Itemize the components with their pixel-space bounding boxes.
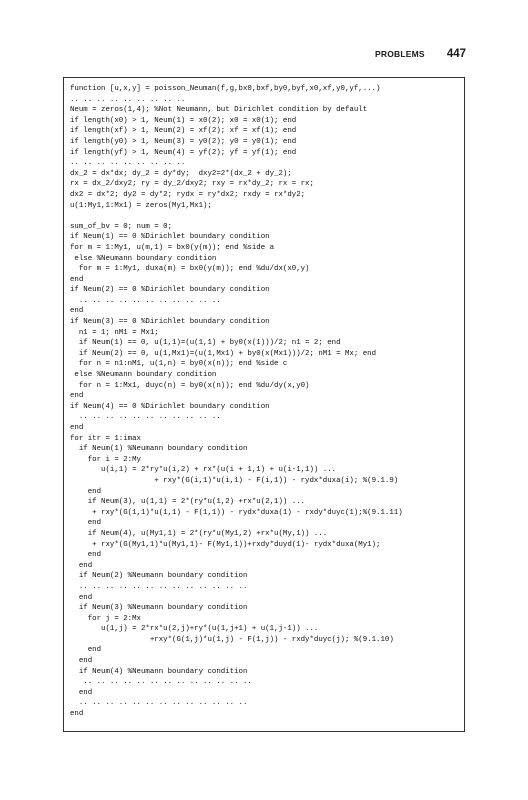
code-line: end: [70, 688, 93, 697]
code-line: if Neum(3), u(1,1) = 2*(ry*u(1,2) +rx*u(2,1)) ...: [70, 498, 306, 507]
code-line: for i = 2:My: [70, 455, 141, 464]
code-listing: [70, 84, 458, 720]
code-line: if Neum(2) == 0, u(1,Mx1)=(u(1,Mx1) + by0(x(Mx1)))/2; nM1 = Mx; end: [70, 349, 377, 358]
code-line: u(1:My1,1:Mx1) = zeros(My1,Mx1);: [70, 201, 212, 210]
code-line: end: [70, 593, 93, 602]
code-line: if length(x0) > 1, Neum(1) = x0(2); x0 = x0(1); end: [70, 116, 297, 125]
code-line: if Neum(1) == 0 %Dirichlet boundary condition: [70, 233, 270, 242]
code-line: for n = n1:nM1, u(1,n) = by0(x(n)); end %side c: [70, 360, 288, 369]
code-line: dx2 = dx*2; dy2 = dy*2; rydx = ry*dx2; rxdy = rx*dy2;: [70, 190, 306, 199]
code-line: if Neum(4) %Neumann boundary condition: [70, 667, 248, 676]
code-line: for m = 1:My1, duxa(m) = bx0(y(m)); end %du/dx(x0,y): [70, 265, 310, 274]
code-line: if length(yf) > 1, Neum(4) = yf(2); yf = yf(1); end: [70, 148, 297, 157]
code-line: if Neum(2) == 0 %Dirichlet boundary condition: [70, 286, 270, 295]
code-line: .. .. .. .. .. .. .. .. ..: [70, 159, 186, 168]
code-line: end: [70, 487, 102, 496]
code-line: end: [70, 561, 93, 570]
code-line: .. .. .. .. .. .. .. .. ..: [70, 95, 186, 104]
code-line: end: [70, 307, 84, 316]
code-line: Neum = zeros(1,4); %Not Neumann, but Dirichlet condition by default: [70, 106, 368, 115]
code-line: if Neum(3) %Neumann boundary condition: [70, 604, 248, 613]
code-line: end: [70, 551, 102, 560]
code-line: .. .. .. .. .. .. .. .. .. .. .. .. ..: [70, 699, 248, 708]
code-line: if Neum(1) == 0, u(1,1)=(u(1,1) + by0(x(1)))/2; n1 = 2; end: [70, 339, 341, 348]
code-line: else %Neumann boundary condition: [70, 254, 217, 263]
code-line: else %Neumann boundary condition: [70, 371, 217, 380]
code-line: .. .. .. .. .. .. .. .. .. .. ..: [70, 296, 221, 305]
code-line: [70, 211, 458, 222]
code-line: u(i,1) = 2*ry*u(i,2) + rx*(u(i + 1,1) + u(i-1,1)) ...: [70, 466, 337, 475]
code-line: end: [70, 710, 84, 719]
code-listing-box: [63, 77, 465, 732]
page-header: [375, 48, 466, 60]
code-line: + rxy*(G(1,1)*u(1,1) - F(1,1)) - rydx*duxa(1) - rxdy*duyc(1);%(9.1.11): [70, 508, 403, 517]
code-line: end: [70, 275, 84, 284]
code-line: function [u,x,y] = poisson_Neuman(f,g,bx0,bxf,by0,byf,x0,xf,y0,yf,...): [70, 85, 381, 93]
code-line: end: [70, 657, 93, 666]
code-line: for itr = 1:imax: [70, 434, 141, 443]
code-line: rx = dx_2/dxy2; ry = dy_2/dxy2; rxy = rx*dy_2; rx = rx;: [70, 180, 314, 189]
code-line: if Neum(3) == 0 %Dirichlet boundary condition: [70, 318, 270, 327]
code-line: end: [70, 392, 84, 401]
code-line: .. .. .. .. .. .. .. .. .. .. .. .. ..: [70, 678, 252, 687]
code-line: dx_2 = dx*dx; dy_2 = dy*dy; dxy2=2*(dx_2 + dy_2);: [70, 169, 292, 178]
code-line: sum_of_bv = 0; num = 0;: [70, 222, 173, 231]
code-line: n1 = 1; nM1 = Mx1;: [70, 328, 159, 337]
page-number: 447: [446, 48, 466, 60]
code-line: end: [70, 519, 102, 528]
code-line: .. .. .. .. .. .. .. .. .. .. .. .. ..: [70, 582, 248, 591]
code-line: if Neum(2) %Neumann boundary condition: [70, 572, 248, 581]
code-line: for n = 1:Mx1, duyc(n) = by0(x(n)); end %du/dy(x,y0): [70, 381, 310, 390]
code-line: end: [70, 646, 102, 655]
code-line: .. .. .. .. .. .. .. .. .. .. ..: [70, 413, 221, 422]
code-line: if Neum(4) == 0 %Dirichlet boundary condition: [70, 402, 270, 411]
code-line: for j = 2:Mx: [70, 614, 141, 623]
code-line: u(1,j) = 2*rx*u(2,j)+ry*(u(1,j+1) + u(1,j-1)) ...: [70, 625, 319, 634]
code-line: end: [70, 424, 84, 432]
running-head: PROBLEMS: [375, 49, 425, 59]
code-line: for m = 1:My1, u(m,1) = bx0(y(m)); end %side a: [70, 243, 275, 252]
code-line: if Neum(1) %Neumann boundary condition: [70, 445, 248, 454]
code-line: if length(xf) > 1, Neum(2) = xf(2); xf = xf(1); end: [70, 127, 297, 136]
code-line: + rxy*(G(My1,1)*u(My1,1)- F(My1,1))+rxdy*duyd(1)- rydx*duxa(My1);: [70, 540, 381, 549]
code-line: if Neum(4), u(My1,1) = 2*(ry*u(My1,2) +rx*u(My,1)) ...: [70, 529, 328, 538]
code-line: + rxy*(G(i,1)*u(i,1) - F(i,1)) - rydx*duxa(i); %(9.1.9): [70, 476, 399, 485]
code-line: if length(y0) > 1, Neum(3) = y0(2); y0 = y0(1); end: [70, 137, 297, 146]
code-line: +rxy*(G(1,j)*u(1,j) - F(1,j)) - rxdy*duyc(j); %(9.1.10): [70, 635, 394, 644]
